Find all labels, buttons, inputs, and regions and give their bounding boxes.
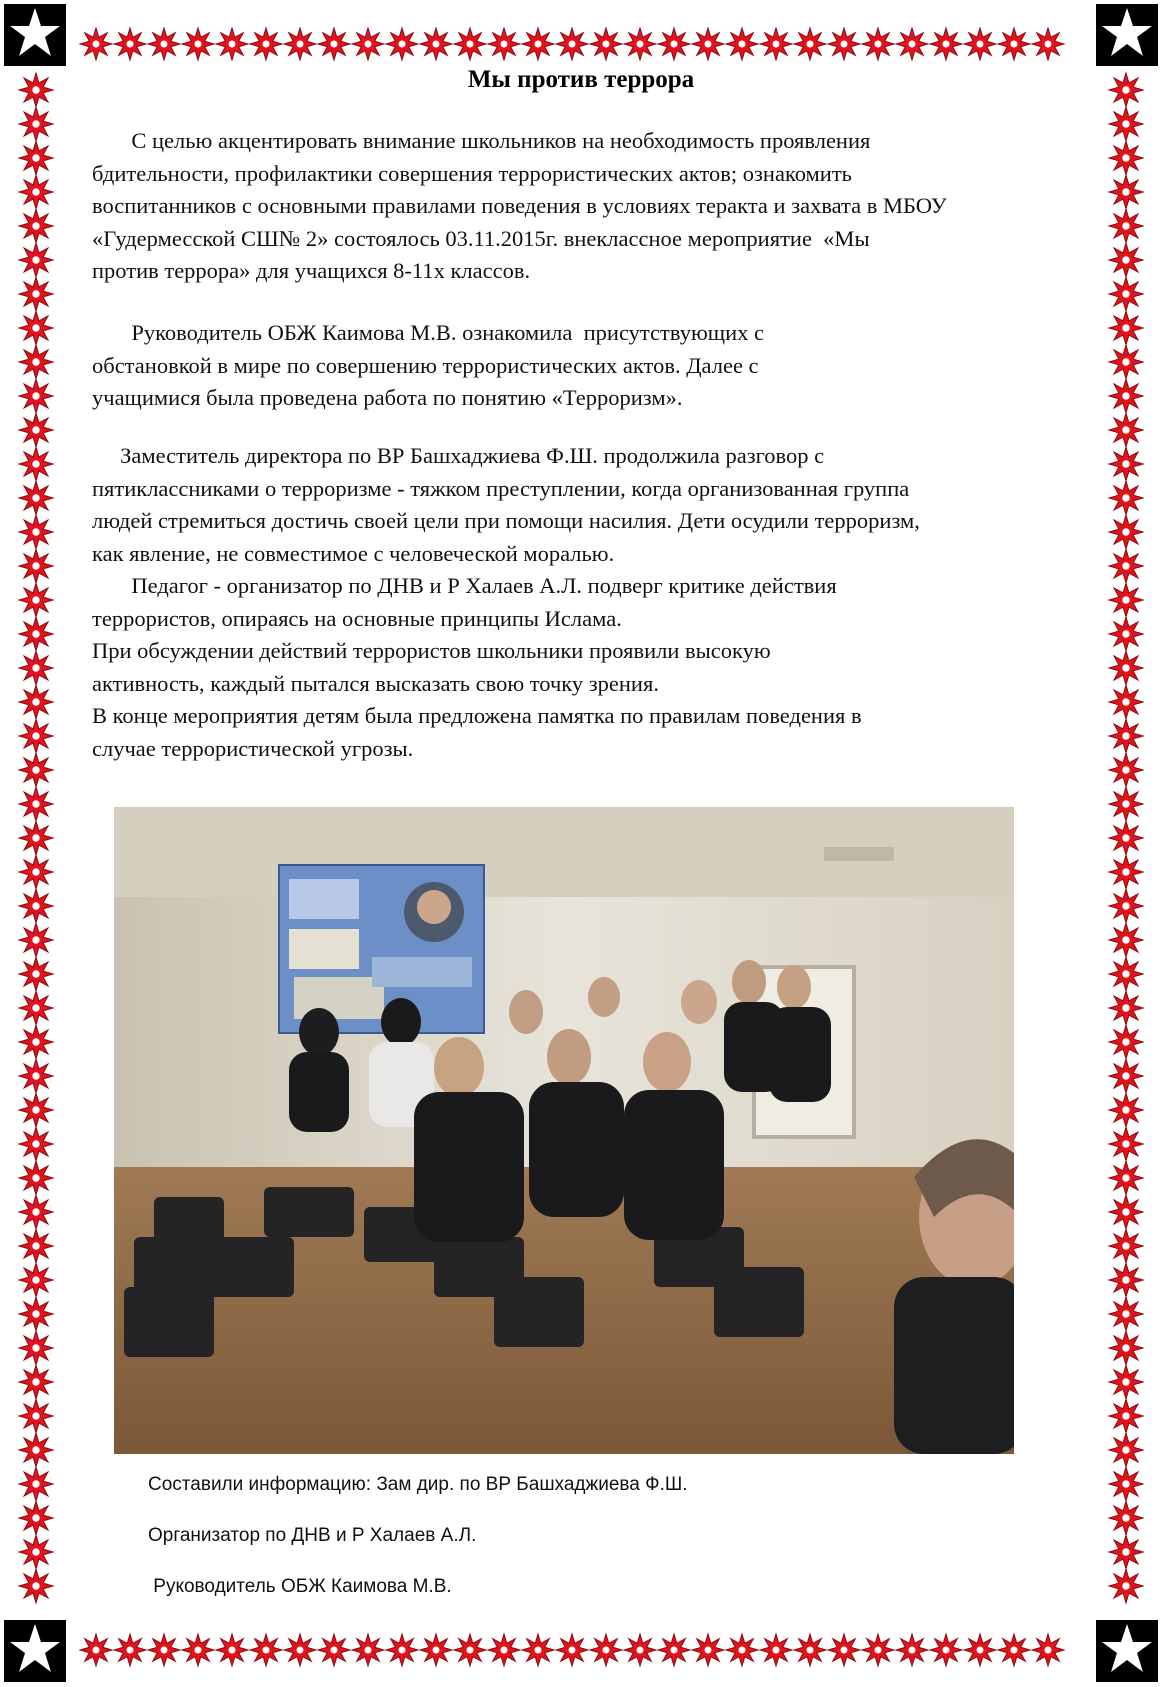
- paragraph-1: [92, 125, 1082, 288]
- border-star-icon: [284, 1634, 316, 1666]
- text-line: При обсуждении действий террористов школьники проявили высокую: [92, 638, 771, 663]
- border-star-icon: [1109, 1535, 1143, 1569]
- corner-star-top-right: [1096, 4, 1158, 66]
- border-star-icon: [19, 311, 53, 345]
- border-star-icon: [590, 1634, 622, 1666]
- border-star-icon: [692, 28, 724, 60]
- border-star-icon: [19, 1195, 53, 1229]
- border-star-icon: [1109, 991, 1143, 1025]
- border-star-icon: [726, 28, 758, 60]
- border-star-icon: [1109, 1195, 1143, 1229]
- border-star-icon: [964, 1634, 996, 1666]
- footer-line-2: Организатор по ДНВ и Р Халаев А.Л.: [148, 1525, 477, 1546]
- border-star-icon: [930, 1634, 962, 1666]
- text-line: людей стремиться достичь своей цели при помощи насилия. Дети осудили терроризм,: [92, 508, 920, 533]
- text-line: активность, каждый пытался высказать свою точку зрения.: [92, 670, 659, 696]
- border-star-icon: [1109, 651, 1143, 685]
- border-star-icon: [454, 1634, 486, 1666]
- border-star-icon: [930, 28, 962, 60]
- border-star-icon: [19, 1297, 53, 1331]
- border-star-icon: [114, 28, 146, 60]
- border-star-icon: [556, 1634, 588, 1666]
- border-star-icon: [1109, 447, 1143, 481]
- border-star-icon: [19, 583, 53, 617]
- border-star-icon: [964, 28, 996, 60]
- border-star-icon: [19, 243, 53, 277]
- border-star-icon: [352, 1634, 384, 1666]
- corner-star-bottom-left: [4, 1620, 66, 1682]
- border-star-icon: [19, 1229, 53, 1263]
- border-star-icon: [1109, 1127, 1143, 1161]
- border-star-icon: [19, 617, 53, 651]
- border-star-icon: [1109, 753, 1143, 787]
- border-star-icon: [182, 28, 214, 60]
- border-star-icon: [1109, 277, 1143, 311]
- border-star-icon: [19, 515, 53, 549]
- border-star-icon: [1109, 889, 1143, 923]
- border-star-icon: [862, 28, 894, 60]
- text-line: случае террористической угрозы.: [92, 735, 414, 761]
- border-star-icon: [148, 1634, 180, 1666]
- border-star-icon: [828, 28, 860, 60]
- star-border-left-svg: [0, 70, 80, 1620]
- border-star-icon: [284, 28, 316, 60]
- border-star-icon: [19, 753, 53, 787]
- star-border-top: [0, 0, 1162, 70]
- text-line: В конце мероприятия детям была предложена памятка по правилам поведения в: [92, 703, 862, 728]
- border-star-icon: [1109, 379, 1143, 413]
- border-star-icon: [80, 1634, 112, 1666]
- star-border-left: [0, 70, 80, 1620]
- border-star-icon: [658, 28, 690, 60]
- border-star-icon: [19, 277, 53, 311]
- border-star-icon: [1109, 719, 1143, 753]
- border-star-icon: [556, 28, 588, 60]
- border-star-icon: [1109, 1093, 1143, 1127]
- text-line: учащимися была проведена работа по понятию «Терроризм».: [92, 385, 683, 410]
- border-star-icon: [1109, 515, 1143, 549]
- border-star-icon: [1109, 1161, 1143, 1195]
- border-star-icon: [828, 1634, 860, 1666]
- footer-line-1: Составили информацию: Зам дир. по ВР Башхаджиева Ф.Ш.: [148, 1474, 688, 1495]
- border-star-icon: [216, 1634, 248, 1666]
- border-star-icon: [19, 957, 53, 991]
- border-star-icon: [1109, 1297, 1143, 1331]
- border-star-icon: [1109, 1059, 1143, 1093]
- border-star-icon: [760, 1634, 792, 1666]
- border-star-icon: [726, 1634, 758, 1666]
- border-star-icon: [386, 1634, 418, 1666]
- border-star-icon: [1109, 1229, 1143, 1263]
- border-star-icon: [998, 1634, 1030, 1666]
- text-line: Руководитель ОБЖ Каимова М.В. ознакомила присутствующих с: [92, 320, 764, 345]
- border-star-icon: [80, 28, 112, 60]
- border-star-icon: [19, 141, 53, 175]
- border-star-icon: [454, 28, 486, 60]
- border-star-icon: [896, 1634, 928, 1666]
- border-star-icon: [19, 1569, 53, 1603]
- border-star-icon: [19, 1535, 53, 1569]
- border-star-icon: [250, 28, 282, 60]
- footer-line-3: Руководитель ОБЖ Каимова М.В.: [148, 1576, 452, 1597]
- paragraph-2: [92, 317, 1082, 415]
- border-star-icon: [1109, 1467, 1143, 1501]
- border-star-icon: [19, 1331, 53, 1365]
- text-line: «Гудермесской СШ№ 2» состоялось 03.11.2015г. внеклассное мероприятие «Мы: [92, 225, 870, 251]
- event-photo: [114, 807, 1014, 1454]
- border-star-icon: [658, 1634, 690, 1666]
- border-star-icon: [1109, 855, 1143, 889]
- border-star-icon: [19, 413, 53, 447]
- border-star-icon: [1109, 1433, 1143, 1467]
- border-star-icon: [1109, 685, 1143, 719]
- border-star-icon: [1109, 923, 1143, 957]
- star-border-top-svg: [0, 0, 1162, 70]
- border-star-icon: [19, 1127, 53, 1161]
- border-star-icon: [19, 345, 53, 379]
- border-star-icon: [19, 379, 53, 413]
- border-star-icon: [794, 28, 826, 60]
- border-star-icon: [19, 1467, 53, 1501]
- border-star-icon: [1109, 821, 1143, 855]
- border-star-icon: [19, 1433, 53, 1467]
- border-star-icon: [794, 1634, 826, 1666]
- border-star-icon: [1109, 1569, 1143, 1603]
- border-star-icon: [624, 1634, 656, 1666]
- border-star-icon: [1109, 209, 1143, 243]
- border-star-icon: [19, 855, 53, 889]
- text-line: воспитанников с основными правилами поведения в условиях теракта и захвата в МБОУ: [92, 193, 947, 218]
- border-star-icon: [19, 1501, 53, 1535]
- border-star-icon: [1109, 243, 1143, 277]
- star-border-right-svg: [1090, 70, 1162, 1620]
- border-star-icon: [318, 28, 350, 60]
- border-star-icon: [19, 1059, 53, 1093]
- border-star-icon: [1109, 481, 1143, 515]
- border-star-icon: [1109, 1501, 1143, 1535]
- border-star-icon: [318, 1634, 350, 1666]
- corner-star-top-left: [4, 4, 66, 66]
- border-star-icon: [590, 28, 622, 60]
- border-star-icon: [1109, 1399, 1143, 1433]
- border-star-icon: [19, 651, 53, 685]
- border-star-icon: [114, 1634, 146, 1666]
- border-star-icon: [250, 1634, 282, 1666]
- border-star-icon: [896, 28, 928, 60]
- text-line: С целью акцентировать внимание школьников на необходимость проявления: [92, 128, 871, 153]
- corner-star-bottom-right: [1096, 1620, 1158, 1682]
- border-star-icon: [1109, 413, 1143, 447]
- border-star-icon: [998, 28, 1030, 60]
- border-star-icon: [19, 1365, 53, 1399]
- border-star-icon: [1109, 1365, 1143, 1399]
- border-star-icon: [760, 28, 792, 60]
- border-star-icon: [19, 1093, 53, 1127]
- border-star-icon: [19, 719, 53, 753]
- border-star-icon: [19, 685, 53, 719]
- border-star-icon: [1109, 107, 1143, 141]
- border-star-icon: [1109, 549, 1143, 583]
- border-star-icon: [624, 28, 656, 60]
- page-title: Мы против террора: [467, 66, 695, 93]
- border-star-icon: [19, 1161, 53, 1195]
- border-star-icon: [19, 1025, 53, 1059]
- border-star-icon: [1109, 583, 1143, 617]
- paragraph-3: [92, 440, 1082, 765]
- text-line: террористов, опираясь на основные принципы Ислама.: [92, 605, 622, 631]
- border-star-icon: [19, 1263, 53, 1297]
- border-star-icon: [19, 991, 53, 1025]
- border-star-icon: [182, 1634, 214, 1666]
- border-star-icon: [1032, 1634, 1064, 1666]
- border-star-icon: [19, 821, 53, 855]
- border-star-icon: [386, 28, 418, 60]
- star-border-right: [1090, 70, 1162, 1620]
- border-star-icon: [692, 1634, 724, 1666]
- text-line: Педагог - организатор по ДНВ и Р Халаев А.Л. подверг критике действия: [92, 573, 837, 598]
- border-star-icon: [420, 1634, 452, 1666]
- border-star-icon: [420, 28, 452, 60]
- border-star-icon: [488, 28, 520, 60]
- border-star-icon: [19, 447, 53, 481]
- text-line: обстановкой в мире по совершению террористических актов. Далее с: [92, 352, 759, 378]
- text-line: бдительности, профилактики совершения террористических актов; ознакомить: [92, 160, 852, 186]
- text-line: пятиклассниками о терроризме - тяжком преступлении, когда организованная группа: [92, 475, 910, 501]
- border-star-icon: [19, 923, 53, 957]
- border-star-icon: [19, 1399, 53, 1433]
- border-star-icon: [1109, 345, 1143, 379]
- border-star-icon: [1109, 175, 1143, 209]
- text-line: против террора» для учащихся 8-11х классов.: [92, 258, 531, 283]
- border-star-icon: [1109, 1263, 1143, 1297]
- border-star-icon: [1032, 28, 1064, 60]
- event-photo-illustration: [114, 807, 1014, 1454]
- border-star-icon: [522, 28, 554, 60]
- border-star-icon: [148, 28, 180, 60]
- star-border-bottom: [0, 1620, 1162, 1685]
- star-border-bottom-svg: [0, 1620, 1162, 1685]
- border-star-icon: [19, 889, 53, 923]
- border-star-icon: [1109, 311, 1143, 345]
- border-star-icon: [19, 549, 53, 583]
- border-star-icon: [1109, 1025, 1143, 1059]
- border-star-icon: [19, 787, 53, 821]
- border-star-icon: [19, 175, 53, 209]
- border-star-icon: [19, 107, 53, 141]
- border-star-icon: [216, 28, 248, 60]
- border-star-icon: [488, 1634, 520, 1666]
- border-star-icon: [1109, 957, 1143, 991]
- border-star-icon: [522, 1634, 554, 1666]
- border-star-icon: [19, 209, 53, 243]
- border-star-icon: [1109, 1331, 1143, 1365]
- text-line: Заместитель директора по ВР Башхаджиева Ф.Ш. продолжила разговор с: [92, 443, 825, 468]
- text-line: как явление, не совместимое с человеческой моралью.: [92, 540, 615, 566]
- border-star-icon: [1109, 787, 1143, 821]
- border-star-icon: [352, 28, 384, 60]
- border-star-icon: [862, 1634, 894, 1666]
- border-star-icon: [19, 481, 53, 515]
- border-star-icon: [1109, 141, 1143, 175]
- border-star-icon: [1109, 617, 1143, 651]
